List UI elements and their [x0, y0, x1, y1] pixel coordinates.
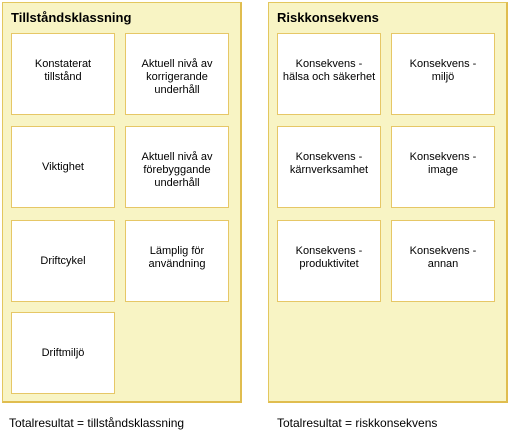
condition-classification-panel: [2, 2, 242, 403]
card-observed-condition: Konstaterat tillstånd: [11, 33, 115, 115]
card-operating-environment: Driftmiljö: [11, 312, 115, 394]
card-corrective-maintenance: Aktuell nivå av korrigerande underhåll: [125, 33, 229, 115]
card-consequence-image: Konsekvens - image: [391, 126, 495, 208]
card-fit-for-use: Lämplig för användning: [125, 220, 229, 302]
card-consequence-core-business: Konsekvens - kärnverksamhet: [277, 126, 381, 208]
risk-consequence-title: Riskkonsekvens: [277, 10, 379, 25]
risk-consequence-panel: [268, 2, 508, 403]
total-result-condition: Totalresultat = tillståndsklassning: [9, 416, 185, 430]
total-result-risk: Totalresultat = riskkonsekvens: [277, 416, 438, 430]
card-consequence-other: Konsekvens - annan: [391, 220, 495, 302]
card-consequence-health-safety: Konsekvens - hälsa och säkerhet: [277, 33, 381, 115]
card-consequence-productivity: Konsekvens - produktivitet: [277, 220, 381, 302]
condition-classification-title: Tillståndsklassning: [11, 10, 132, 25]
card-consequence-environment: Konsekvens - miljö: [391, 33, 495, 115]
card-importance: Viktighet: [11, 126, 115, 208]
card-duty-cycle: Driftcykel: [11, 220, 115, 302]
card-preventive-maintenance: Aktuell nivå av förebyggande underhåll: [125, 126, 229, 208]
